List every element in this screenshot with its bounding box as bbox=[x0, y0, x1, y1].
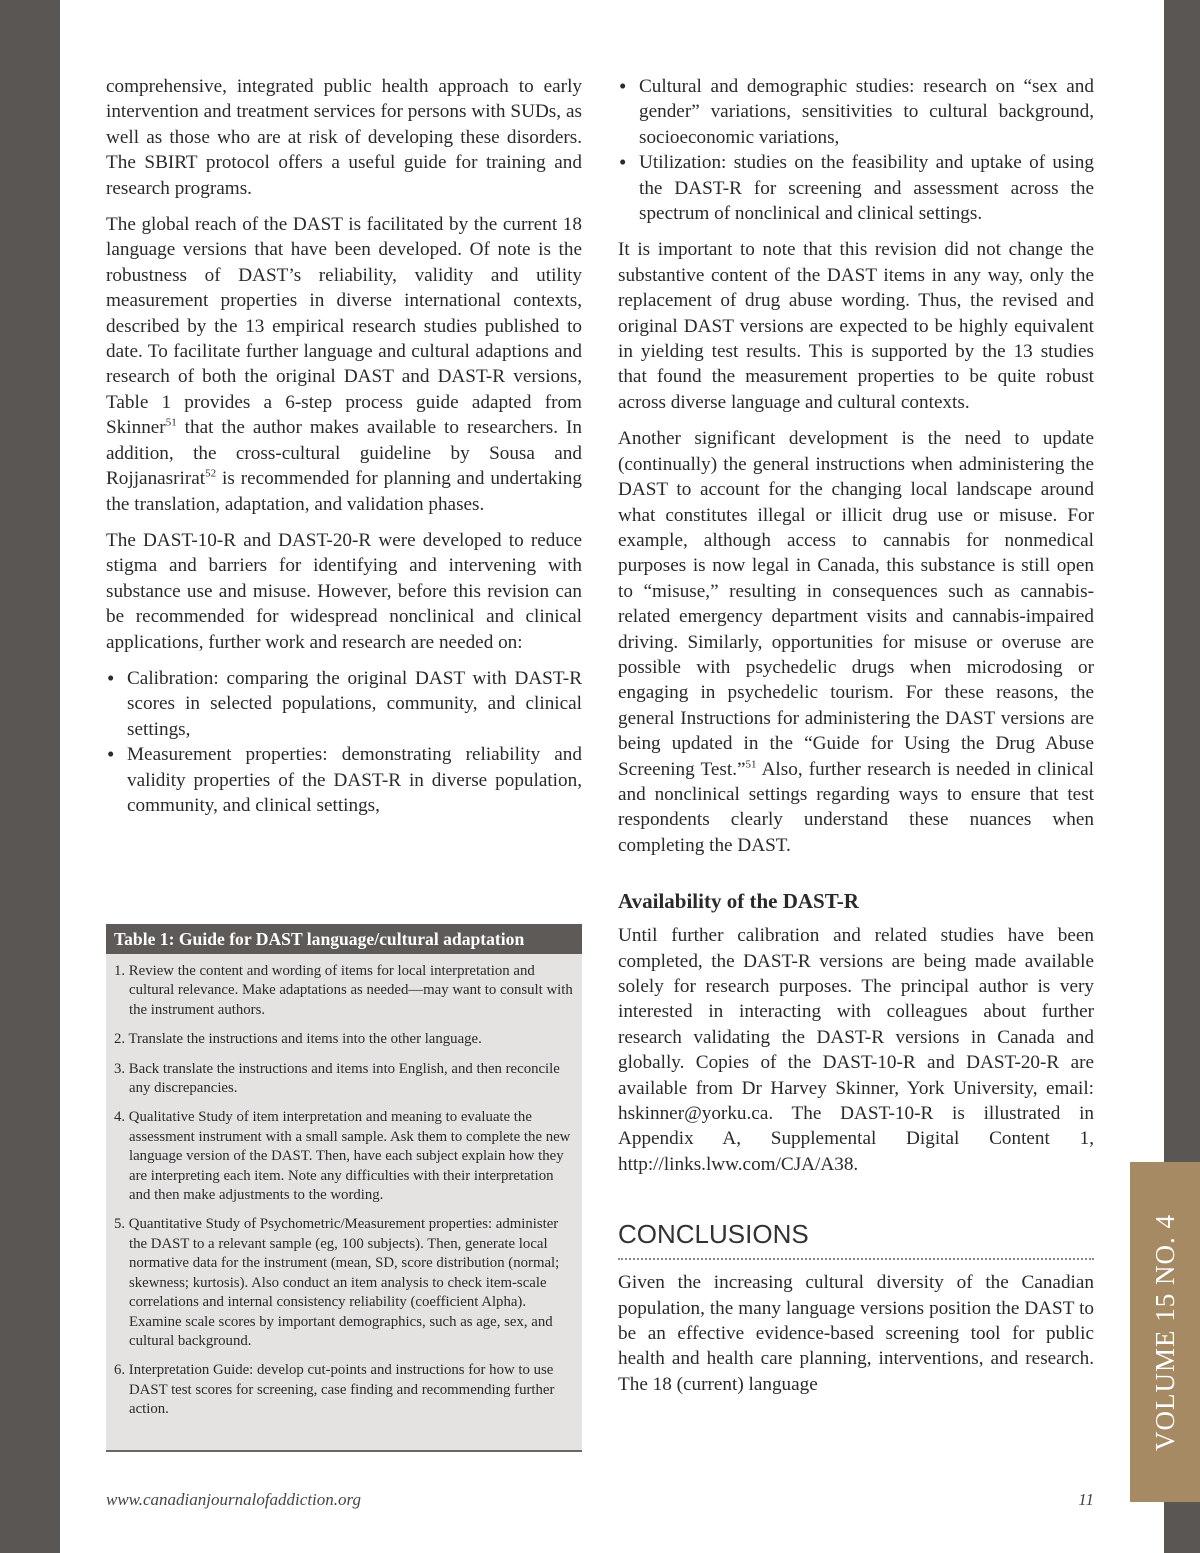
volume-label: VOLUME 15 NO. 4 bbox=[1149, 1213, 1180, 1451]
table-step: 5. Quantitative Study of Psychometric/Measurement properties: administer the DAST to a relevant sample (eg, 100 subjects). Then, generate local normative data for the instrument (mean, SD, score distribution (normal; skewness; kurtosis). Also conduct an item analysis to check item-scale correlations and internal consistency reliability (coefficient Alpha). Examine scale scores by important demographics, such as age, sex, and cultural background. bbox=[114, 1216, 560, 1349]
table-step: 3. Back translate the instructions and items into English, and then reconcile any discrepancies. bbox=[114, 1060, 560, 1097]
table-title: Table 1: Guide for DAST language/cultural adaptation bbox=[106, 924, 582, 954]
page-number: 11 bbox=[1078, 1490, 1094, 1509]
table-1 bbox=[106, 924, 582, 1452]
table-step: 4. Qualitative Study of item interpretation and meaning to evaluate the assessment instrument with a small sample. Ask them to complete the new language version of the DAST. Then, have each subject explain how they are interpreting each item. Note any difficulties with their interpretation and then make adjustments to the wording. bbox=[114, 1109, 571, 1204]
paragraph: It is important to note that this revision did not change the substantive content of the DAST items in any way, only the replacement of drug abuse wording. Thus, the revised and original DAST versions are expected to be highly equivalent in yielding test results. This is supported by the 13 studies that found the measurement properties to be quite robust across diverse language and cultural contexts. bbox=[618, 239, 1094, 413]
section-heading-availability: Availability of the DAST-R bbox=[618, 889, 859, 914]
footer-url: www.canadianjournalofaddiction.org bbox=[106, 1490, 362, 1509]
paragraph-conclusions: Given the increasing cultural diversity of the Canadian population, the many language versions position the DAST to be an effective evidence-based screening tool for public health and health care planning, interventions, and research. The 18 (current) language bbox=[618, 1272, 1094, 1395]
left-margin-bar bbox=[0, 0, 60, 1553]
table-step: 1. Review the content and wording of items for local interpretation and cultural relevance. Make adaptations as needed—may want to consult with the instrument authors. bbox=[114, 963, 573, 1018]
text-run: that the author makes available to researchers. In addition, the cross-cultural guideline by Sousa and Rojjanasrirat bbox=[106, 417, 582, 490]
list-item: • Calibration: comparing the original DAST with DAST-R scores in selected populations, community, and clinical settings, bbox=[106, 666, 582, 742]
list-item: • Cultural and demographic studies: research on “sex and gender” variations, sensitivities to cultural background, socioeconomic variations, bbox=[618, 74, 1094, 150]
paragraph: comprehensive, integrated public health approach to early intervention and treatment services for persons with SUDs, as well as those who are at risk of developing these disorders. The SBIRT protocol offers a useful guide for training and research programs. bbox=[106, 76, 582, 199]
text-run: The global reach of the DAST is facilitated by the current 18 language versions that have been developed. Of note is the robustness of DAST’s reliability, validity and utility measurement properties in diverse international contexts, described by the 13 empirical research studies published to date. To facilitate further language and cultural adaptions and research of both the original DAST and DAST-R versions, Table 1 provides a 6-step process guide adapted from Skinner bbox=[106, 214, 582, 439]
section-heading-conclusions: CONCLUSIONS bbox=[618, 1219, 1094, 1260]
table-step: 6. Interpretation Guide: develop cut-points and instructions for how to use DAST test scores for screening, case finding and recommending further action. bbox=[114, 1362, 555, 1418]
reference-superscript: 51 bbox=[745, 758, 757, 771]
list-item: • Utilization: studies on the feasibility and uptake of using the DAST-R for screening and assessment across the spectrum of nonclinical and clinical settings. bbox=[618, 150, 1094, 226]
bullet-list bbox=[106, 666, 582, 818]
text-run: is recommended for planning and undertaking the translation, adaptation, and validation phases. bbox=[106, 468, 582, 515]
volume-tab-text bbox=[1130, 1162, 1200, 1502]
paragraph-availability: Until further calibration and related studies have been completed, the DAST-R versions are being made available solely for research purposes. The principal author is very interested in interacting with colleagues about further research validating the DAST-R versions in Canada and globally. Copies of the DAST-10-R and DAST-20-R are available from Dr Harvey Skinner, York University, email: hskinner@yorku.ca. The DAST-10-R is illustrated in Appendix A, Supplemental Digital Content 1, http://links.lww.com/CJA/A38. bbox=[618, 925, 1094, 1175]
table-body bbox=[106, 954, 582, 1420]
right-column bbox=[618, 74, 1094, 1408]
list-item: • Measurement properties: demonstrating reliability and validity properties of the DAST-R in diverse population, community, and clinical settings, bbox=[106, 742, 582, 818]
reference-superscript: 52 bbox=[205, 467, 217, 480]
paragraph-instructions bbox=[618, 426, 1094, 858]
paragraph-global-reach bbox=[106, 212, 582, 517]
reference-superscript: 51 bbox=[165, 416, 177, 429]
table-step: 2. Translate the instructions and items into the other language. bbox=[114, 1031, 482, 1048]
text-run: Also, further research is needed in clinical and nonclinical settings regarding ways to ensure that test respondents clearly understand these nuances when completing the DAST. bbox=[618, 758, 1094, 856]
paragraph: The DAST-10-R and DAST-20-R were developed to reduce stigma and barriers for identifying and intervening with substance use and misuse. However, before this revision can be recommended for widespread nonclinical and clinical applications, further work and research are needed on: bbox=[106, 529, 582, 653]
text-run: Another significant development is the need to update (continually) the general instructions when administering the DAST to account for the changing local landscape around what constitutes illegal or illicit drug use or misuse. For example, although access to cannabis for nonmedical purposes is now legal in Canada, this substance is still open to “misuse,” resulting in consequences such as cannabis-related emergency department visits and cannabis-impaired driving. Similarly, opportunities for misuse or overuse are possible with psychedelic drugs when microdosing or engaging in psychedelic tourism. For these reasons, the general Instructions for administering the DAST versions are being updated in the “Guide for Using the Drug Abuse Screening Test.” bbox=[618, 428, 1094, 780]
left-column bbox=[106, 74, 582, 829]
bullet-list bbox=[618, 74, 1094, 226]
